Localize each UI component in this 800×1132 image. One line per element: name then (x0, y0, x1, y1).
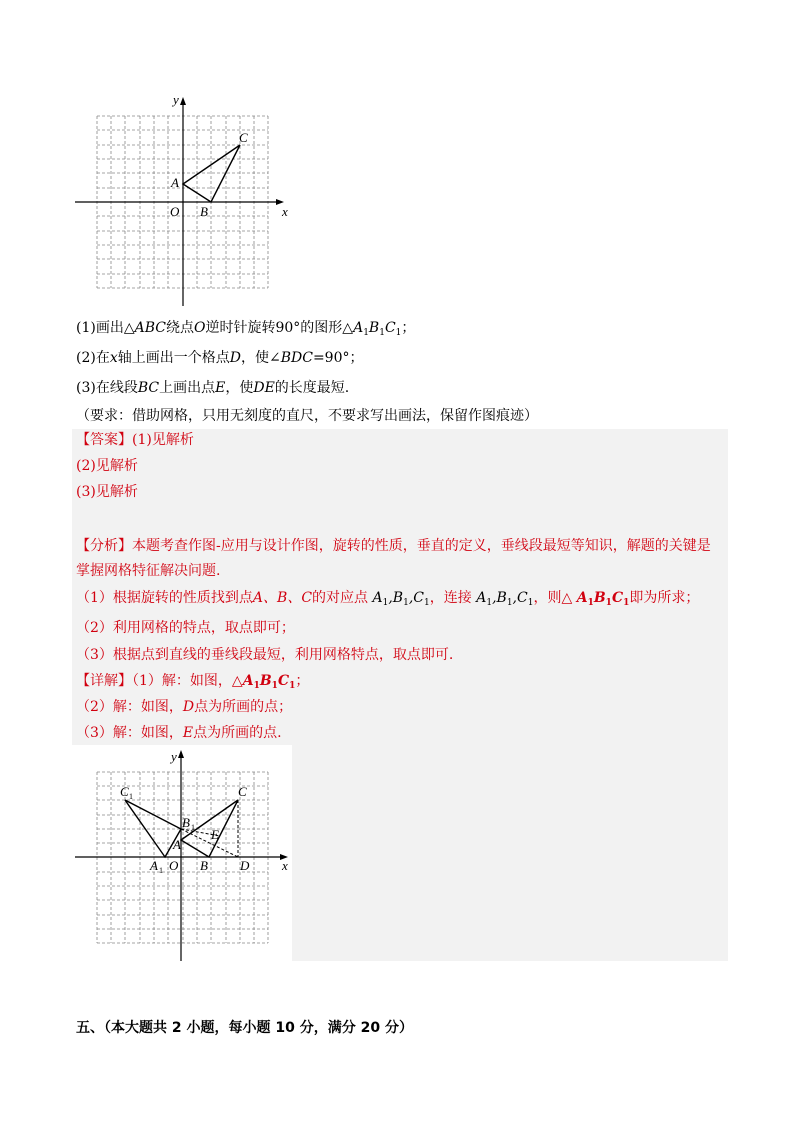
detail-line-1: 【详解】（1）解：如图，$\triangle A_1B_1C_1$； (76, 673, 310, 691)
point-c-label: C (239, 130, 248, 145)
point-e-label: E (211, 827, 219, 842)
point-a-label: A (173, 837, 181, 852)
y-axis-label: y (173, 92, 179, 107)
question-1: (1)画出△ABC绕点O逆时针旋转90°的图形$\triangle A_1B_1C_1$； (76, 320, 416, 338)
x-axis-label: x (282, 204, 288, 219)
coordinate-grid-figure-1 (70, 92, 300, 312)
section-title: 五、（本大题共 2 小题，每小题 10 分，满分 20 分） (76, 1020, 413, 1036)
answer-line-3: (3)见解析 (76, 484, 138, 500)
point-b1-label: B (182, 815, 190, 830)
point-a-label: A (171, 175, 179, 190)
detail-line-2: （2）解：如图，D点为所画的点； (76, 699, 293, 715)
point-c1-label: C (120, 784, 129, 799)
point-c-label: C (238, 784, 247, 799)
point-a1-subscript: 1 (159, 866, 163, 875)
analysis-point-2: （2）利用网格的特点，取点即可； (76, 620, 295, 636)
point-a1-label: A (150, 858, 158, 873)
origin-label: O (169, 858, 179, 873)
point-b1-subscript: 1 (191, 823, 195, 832)
answer-line-2: (2)见解析 (76, 458, 138, 474)
point-b-label: B (200, 204, 208, 219)
origin-label: O (170, 204, 180, 219)
coordinate-grid-figure-2 (70, 745, 292, 965)
x-axis-label: x (282, 858, 288, 873)
answer-line-1: 【答案】(1)见解析 (76, 432, 194, 448)
analysis-point-3: （3）根据点到直线的垂线段最短，利用网格特点，取点即可. (76, 647, 454, 663)
point-b-label: B (200, 858, 208, 873)
question-3: (3)在线段BC上画出点E，使DE的长度最短. (76, 380, 350, 396)
detail-line-3: （3）解：如图，E点为所画的点. (76, 725, 282, 741)
analysis-point-1: （1）根据旋转的性质找到点A、B、C的对应点 $A_1,B_1,C_1$，连接 $A_1,B_1,C_1$，则△ $A_1B_1C_1$即为所求； (76, 590, 700, 608)
analysis-line-1: 【分析】本题考查作图-应用与设计作图，旋转的性质，垂直的定义，垂线段最短等知识，解题的关键是 (76, 538, 711, 554)
analysis-line-2: 掌握网格特征解决问题. (76, 563, 221, 579)
point-d-label: D (240, 858, 250, 873)
point-c1-subscript: 1 (129, 792, 133, 801)
question-2: (2)在x轴上画出一个格点D，使∠BDC=90°； (76, 350, 364, 366)
requirement-note: （要求：借助网格，只用无刻度的直尺，不要求写出画法，保留作图痕迹） (76, 408, 538, 424)
y-axis-label: y (171, 749, 177, 764)
